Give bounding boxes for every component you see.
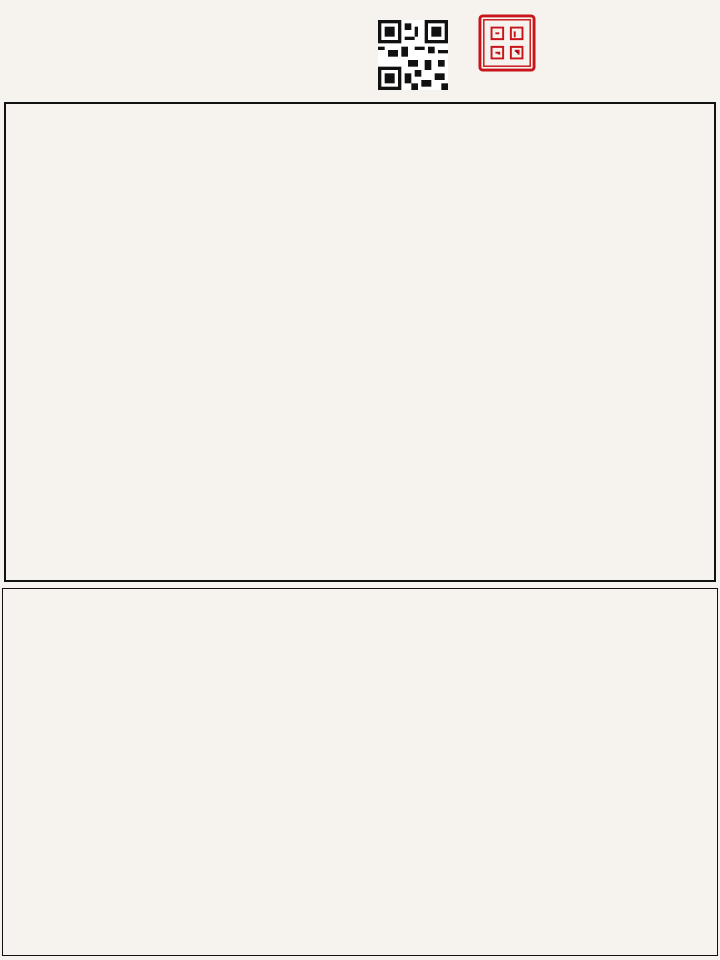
qr-code-icon <box>378 20 448 90</box>
yearly-table <box>2 588 718 956</box>
chart-grid <box>4 102 716 582</box>
seal-stamp-icon <box>478 14 536 72</box>
